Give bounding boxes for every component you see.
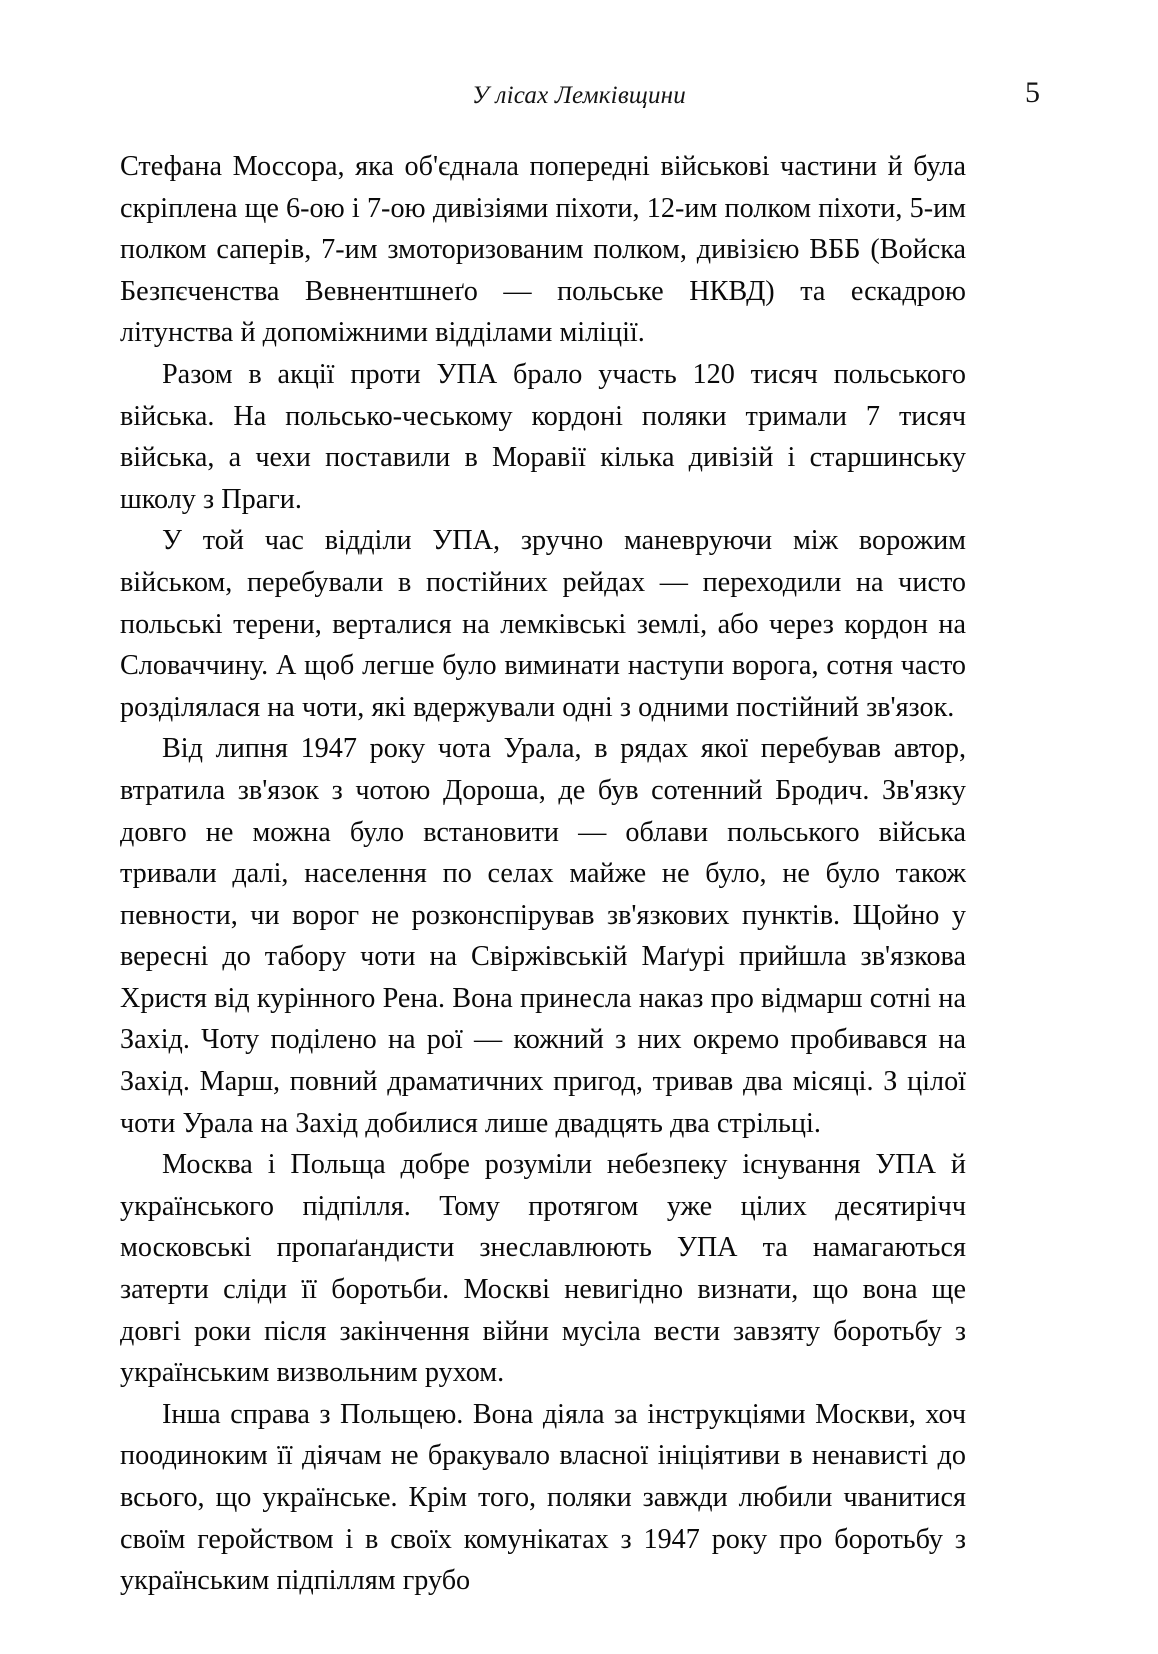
paragraph: Разом в акції проти УПА брало участь 120 тисяч польського війська. На польсько-чеському кордоні поляки тримали 7 тисяч війська, а чехи поставили в Моравії кілька дивізій і старшинську школу з Праги.: [120, 358, 966, 515]
page-number: 5: [1025, 76, 1040, 109]
body-text: [120, 146, 966, 1602]
paragraph: Москва і Польща добре розуміли небезпеку існування УПА й українського підпілля. Тому протягом уже цілих десятирічч московські пропаґандисти знеславлюють УПА та намагаються затерти сліди її боротьби. Москві невигідно визнати, що вона ще довгі роки після закінчення війни мусіла вести завзяту боротьбу з українським визвольним рухом.: [120, 1149, 966, 1389]
paragraph: Від липня 1947 року чота Урала, в рядах якої перебував автор, втратила зв'язок з чотою Дороша, де був сотенний Бродич. Зв'язку довго не можна було встановити — облави польського війська тривали далі, населення по селах майже не було, не було також певности, чи ворог не розконспірував зв'язкових пунктів. Щойно у вересні до табору чоти на Свіржівській Маґурі прийшла зв'язкова Христя від курінного Рена. Вона принесла наказ про відмарш сотні на Захід. Чоту поділено на рої — кожний з них окремо пробивався на Захід. Марш, повний драматичних пригод, тривав два місяці. З цілої чоти Урала на Захід добилися лише двадцять два стрільці.: [120, 733, 966, 1139]
paragraph: Інша справа з Польщею. Вона діяла за інструкціями Москви, хоч поодиноким її діячам не бракувало власної ініціятиви в ненависті до всього, що українське. Крім того, поляки завжди любили чванитися своїм геройством і в своїх комунікатах з 1947 року про боротьбу з українським підпіллям грубо: [120, 1398, 966, 1597]
running-head: [118, 76, 1040, 116]
paragraph: У той час відділи УПА, зручно маневруючи між ворожим військом, перебували в постійних рейдах — переходили на чисто польські терени, верталися на лемківські землі, або через кордон на Словаччину. А щоб легше було виминати наступи ворога, сотня часто розділялася на чоти, які вдержували одні з одними постійний зв'язок.: [120, 525, 966, 723]
paragraph: Стефана Моссора, яка об'єднала попередні військові частини й була скріплена ще 6-ою і 7-ою дивізіями піхоти, 12-им полком піхоти, 5-им полком саперів, 7-им змоторизованим полком, дивізією ВББ (Войска Безпєченства Вевнентшнеґо — польське НКВД) та ескадрою літунства й допоміжними відділами міліції.: [120, 151, 966, 349]
running-head-title: У лісах Лемківщини: [472, 82, 686, 109]
